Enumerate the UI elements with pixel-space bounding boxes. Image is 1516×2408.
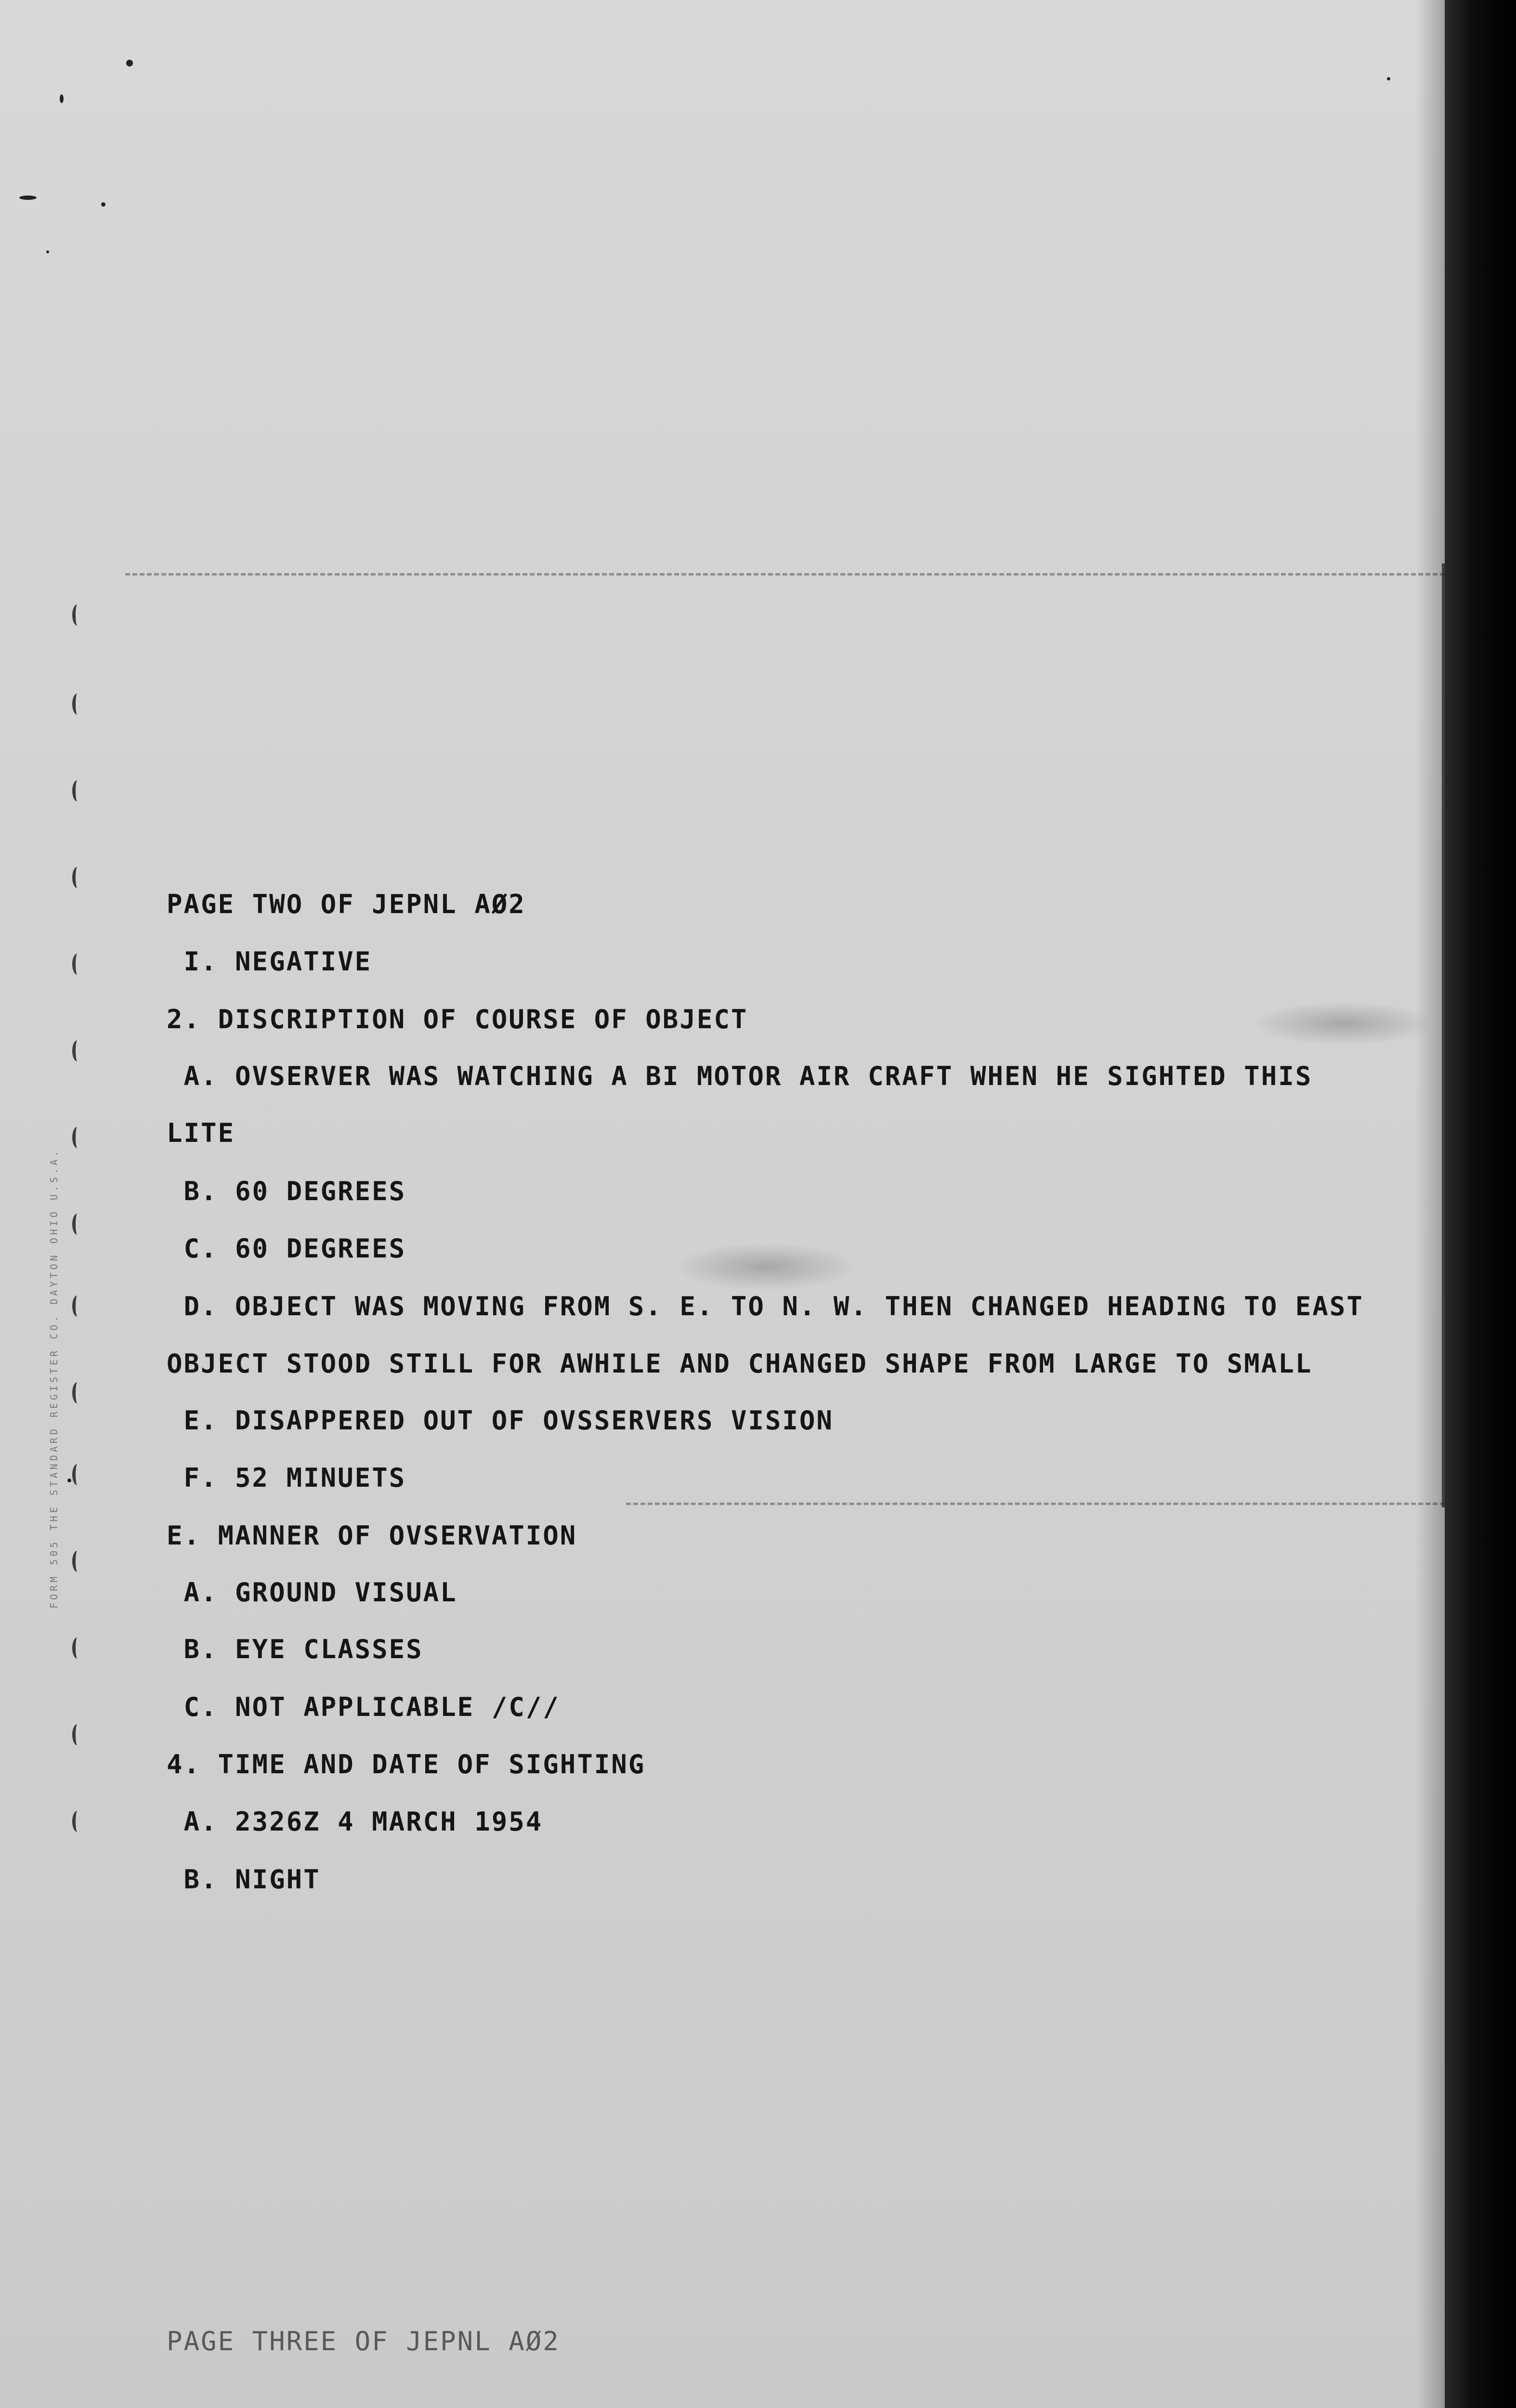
pin-feed-hole bbox=[72, 1464, 82, 1485]
report-line: I. NEGATIVE bbox=[167, 946, 372, 977]
pin-feed-hole bbox=[72, 1637, 82, 1659]
report-line: E. DISAPPERED OUT OF OVSSERVERS VISION bbox=[167, 1405, 834, 1436]
pin-feed-hole bbox=[72, 1127, 82, 1148]
scan-smudge bbox=[674, 1243, 857, 1291]
pin-feed-hole bbox=[72, 1724, 82, 1745]
report-line: A. 2326Z 4 MARCH 1954 bbox=[167, 1806, 543, 1837]
report-line: A. GROUND VISUAL bbox=[167, 1577, 457, 1608]
report-line: E. MANNER OF OVSERVATION bbox=[167, 1520, 577, 1551]
form-middle-rule bbox=[626, 1503, 1445, 1505]
scan-background-edge bbox=[1445, 0, 1516, 2408]
report-line: 4. TIME AND DATE OF SIGHTING bbox=[167, 1749, 646, 1780]
report-line: OBJECT STOOD STILL FOR AWHILE AND CHANGED SHAPE FROM LARGE TO SMALL bbox=[167, 1348, 1313, 1379]
report-line: B. NIGHT bbox=[167, 1864, 321, 1895]
report-line: D. OBJECT WAS MOVING FROM S. E. TO N. W. THEN CHANGED HEADING TO EAST bbox=[167, 1291, 1364, 1322]
page-header-line: PAGE TWO OF JEPNL AØ2 bbox=[167, 889, 526, 919]
pin-feed-hole bbox=[72, 1811, 82, 1832]
scan-smudge bbox=[1252, 1002, 1435, 1045]
pin-feed-hole bbox=[72, 1296, 82, 1317]
pin-feed-hole bbox=[72, 954, 82, 975]
report-line: F. 52 MINUETS bbox=[167, 1463, 406, 1493]
pin-feed-hole bbox=[72, 1551, 82, 1572]
page-footer-line: PAGE THREE OF JEPNL AØ2 bbox=[167, 2326, 560, 2356]
scan-speck bbox=[101, 202, 105, 207]
form-margin-imprint: FORM 505 THE STANDARD REGISTER CO. DAYTON OHIO U.S.A. bbox=[48, 1148, 60, 1609]
report-line: B. EYE CLASSES bbox=[167, 1634, 423, 1664]
report-line: C. NOT APPLICABLE /C// bbox=[167, 1692, 560, 1722]
report-line: A. OVSERVER WAS WATCHING A BI MOTOR AIR CRAFT WHEN HE SIGHTED THIS bbox=[167, 1061, 1313, 1091]
report-line: B. 60 DEGREES bbox=[167, 1176, 406, 1206]
report-line: 2. DISCRIPTION OF COURSE OF OBJECT bbox=[167, 1004, 748, 1034]
report-line: LITE bbox=[167, 1118, 235, 1148]
scan-speck bbox=[67, 1479, 71, 1482]
pin-feed-hole bbox=[72, 780, 82, 801]
scan-speck bbox=[60, 94, 64, 103]
pin-feed-hole bbox=[72, 1040, 82, 1061]
pin-feed-hole bbox=[72, 694, 82, 715]
scan-speck bbox=[19, 196, 37, 200]
pin-feed-hole bbox=[72, 867, 82, 888]
pin-feed-hole bbox=[72, 604, 82, 626]
scan-speck bbox=[46, 250, 49, 253]
pin-feed-hole bbox=[72, 1214, 82, 1235]
page-edge-shadow bbox=[1416, 0, 1445, 2408]
pin-feed-hole bbox=[72, 1382, 82, 1403]
scan-speck bbox=[1387, 77, 1390, 80]
report-line: C. 60 DEGREES bbox=[167, 1233, 406, 1264]
scan-speck bbox=[126, 60, 133, 66]
form-top-rule bbox=[125, 573, 1445, 576]
